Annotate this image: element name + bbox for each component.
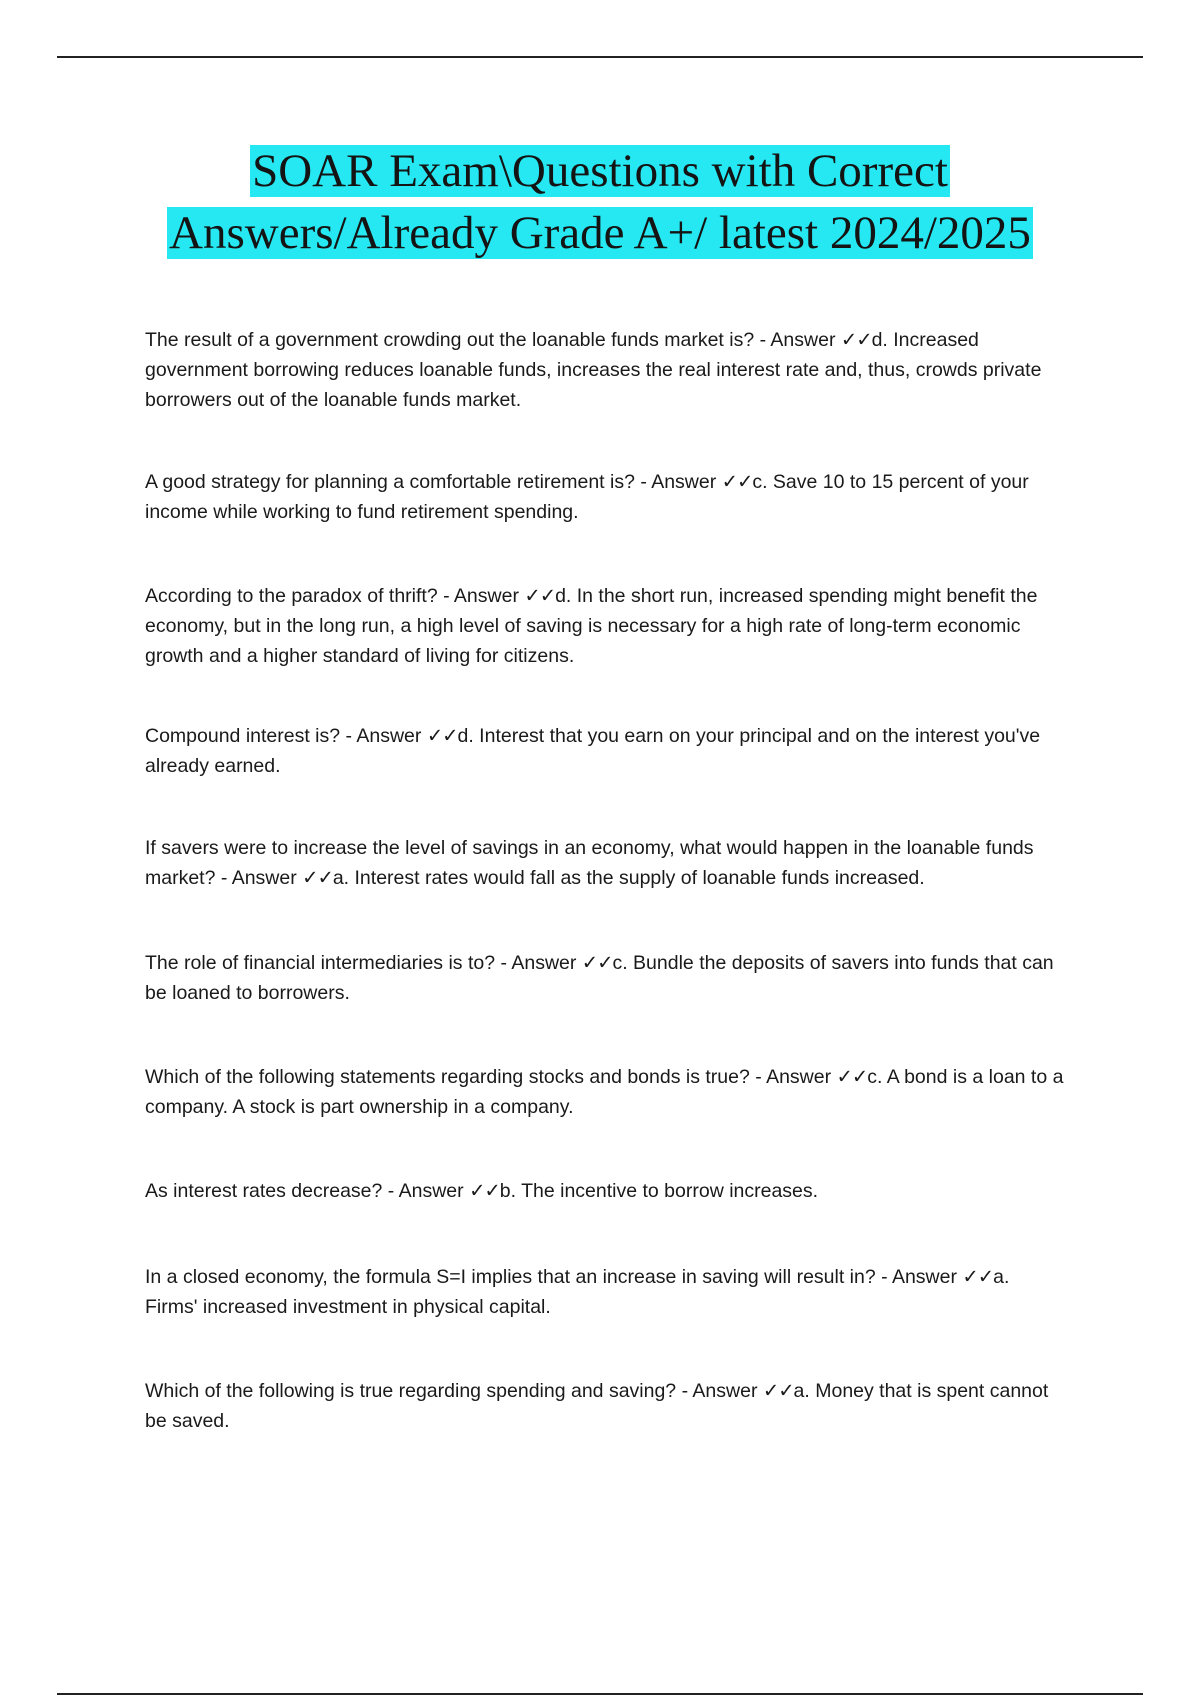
qa-question: The result of a government crowding out the loanable funds market is? - Answer [145,329,841,351]
qa-item [145,721,1065,781]
qa-answer: d. In the short run, increased spending might benefit the economy, but in the long run, a high level of saving is necessary for a high rate of long-term economic growth and a higher standard of living for citizens. [145,585,1038,667]
qa-question: Which of the following is true regarding spending and saving? - Answer [145,1380,763,1402]
qa-item [145,1262,1065,1322]
qa-answer: c. Bundle the deposits of savers into funds that can be loaned to borrowers. [145,952,1054,1004]
double-check-icon: ✓✓ [962,1266,994,1288]
double-check-icon: ✓✓ [426,725,458,747]
double-check-icon: ✓✓ [840,329,872,351]
qa-question: Compound interest is? - Answer [145,725,427,747]
double-check-icon: ✓✓ [762,1380,794,1402]
qa-question: A good strategy for planning a comfortable retirement is? - Answer [145,471,722,493]
top-rule [57,56,1143,58]
qa-answer: d. Increased government borrowing reduces loanable funds, increases the real interest rate and, thus, crowds private borrowers out of the loanable funds market. [145,329,1042,411]
qa-answer: c. Save 10 to 15 percent of your income while working to fund retirement spending. [145,471,1029,523]
document-title [0,140,1200,264]
qa-question: In a closed economy, the formula S=I implies that an increase in saving will result in? - Answer [145,1266,963,1288]
double-check-icon: ✓✓ [524,585,556,607]
double-check-icon: ✓✓ [469,1180,500,1202]
qa-item [145,467,1065,527]
qa-item [145,325,1065,415]
title-line-2: Answers/Already Grade A+/ latest 2024/2025 [169,207,1031,259]
qa-answer: a. Firms' increased investment in physical capital. [145,1266,1010,1318]
double-check-icon: ✓✓ [721,471,753,493]
qa-item [145,581,1065,671]
qa-answer: a. Money that is spent cannot be saved. [145,1380,1049,1432]
qa-question: As interest rates decrease? - Answer [145,1180,470,1202]
double-check-icon: ✓✓ [581,952,613,974]
double-check-icon: ✓✓ [302,867,333,889]
qa-question: Which of the following statements regarding stocks and bonds is true? - Answer [145,1066,837,1088]
qa-answer: a. Interest rates would fall as the supply of loanable funds increased. [332,867,925,889]
double-check-icon: ✓✓ [836,1066,868,1088]
qa-item [145,833,1065,893]
qa-item [145,948,1065,1008]
qa-question: If savers were to increase the level of savings in an economy, what would happen in the loanable funds market? - Answer [145,837,1034,889]
qa-item [145,1376,1065,1436]
qa-answer: c. A bond is a loan to a company. A stock is part ownership in a company. [145,1066,1064,1118]
qa-item [145,1062,1065,1122]
qa-item [145,1176,1065,1206]
qa-answer: b. The incentive to borrow increases. [499,1180,819,1202]
qa-answer: d. Interest that you earn on your principal and on the interest you've already earned. [145,725,1041,777]
title-line-1: SOAR Exam\Questions with Correct [252,145,948,197]
qa-question: According to the paradox of thrift? - Answer [145,585,525,607]
qa-question: The role of financial intermediaries is to? - Answer [145,952,582,974]
bottom-rule [57,1693,1143,1695]
